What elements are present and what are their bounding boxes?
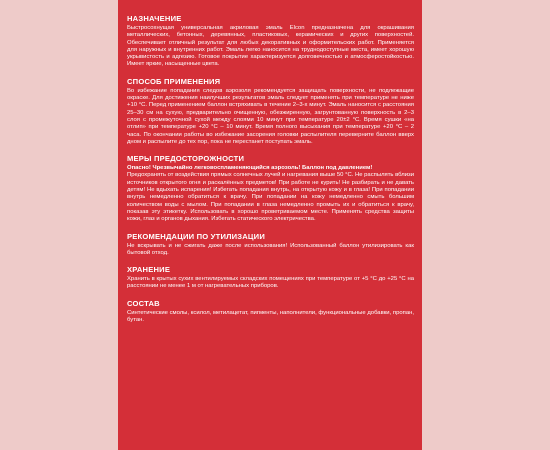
section-purpose — [127, 14, 414, 69]
section-text: Во избежание попадания следов аэрозоля рекомендуется защищать поверхности, не подлежащие окраске. Для достижения наилучших результатов эмаль следует применять при температуре не ниже +10 °С. Перед применением баллон встряхивать в течение 2–3-х минут. Эмаль наносится с расстояния 25–30 см на сухую, предварительно очищенную, обезжиренную, загрунтованную поверхность в 2–3 слоя с промежуточной сухой между слоями 10 минут при температуре 20±2 °С. Время сушки «на отлип» при температуре +20 °С – 10 минут. Время полного высыхания при температуре +20 °С – 2 часа. По окончании работы во избежание засорения головки распылителя переверните баллон вверх дном и распылите до тех пор, пока не перестанет поступать эмаль. — [127, 87, 414, 145]
section-text: Хранить в крытых сухих вентилируемых складских помещениях при температуре от +5 °С до +25 °С на расстоянии не менее 1 м от нагревательных приборов. — [127, 276, 414, 290]
section-heading: МЕРЫ ПРЕДОСТОРОЖНОСТИ — [127, 154, 245, 164]
product-label-panel — [118, 0, 422, 450]
warning-text: Опасно! Чрезвычайно легковоспламеняющийся аэрозоль! Баллон под давлением! — [127, 165, 373, 172]
section-text: Синтетические смолы, ксилол, метилацетат, пигменты, наполнители, функциональные добавки, пропан, бутан. — [127, 309, 414, 324]
section-text: Быстросохнущая универсальная акриловая эмаль Elcon предназначена для окрашивания металлических, бетонных, деревянных, пластиковых, керамических и других поверхностей. Обеспечивает отличный результат для любых декоративных и оформительских работ. Применяется для наружных и внутренних работ. Эмаль легко наносится на труднодоступные места, имеет хорошую укрывистость и адгезию. Готовое покрытие характеризуется долговечностью и атмосферостойкостью. Имеет яркие, насыщенные цвета. — [127, 25, 414, 68]
section-heading: СПОСОБ ПРИМЕНЕНИЯ — [127, 76, 221, 86]
section-heading: ХРАНЕНИЕ — [127, 265, 171, 275]
section-precautions — [127, 154, 414, 223]
section-heading: СОСТАВ — [127, 298, 160, 308]
section-storage — [127, 265, 414, 291]
section-heading: НАЗНАЧЕНИЕ — [127, 14, 182, 23]
section-heading: РЕКОМЕНДАЦИИ ПО УТИЛИЗАЦИИ — [127, 231, 265, 241]
section-disposal — [127, 232, 414, 258]
section-text: Не вскрывать и не сжигать даже после использования! Использованный баллон утилизировать как бытовой отход. — [127, 242, 414, 256]
section-text: Предохранять от воздействия прямых солнечных лучей и нагревания выше 50 °С. Не распылять вблизи источников открытого огня и раскалённых предметов! При работе не курить! Не разбирать и не давать детям! Не вдыхать испарения! Избегать попадания внутрь, на открытую кожу и в глаза! При попадании внутрь немедленно обратиться к врачу. При попадании на кожу немедленно смыть большим количеством воды с мылом. При попадании в глаза немедленно промыть их и обратиться к врачу, показав эту этикетку. Использовать в хорошо проветриваемом месте. Применять средства защиты кожи, глаз и органов дыхания. Избегать статического электричества. — [127, 172, 414, 223]
section-composition — [127, 299, 414, 325]
section-application — [127, 77, 414, 146]
